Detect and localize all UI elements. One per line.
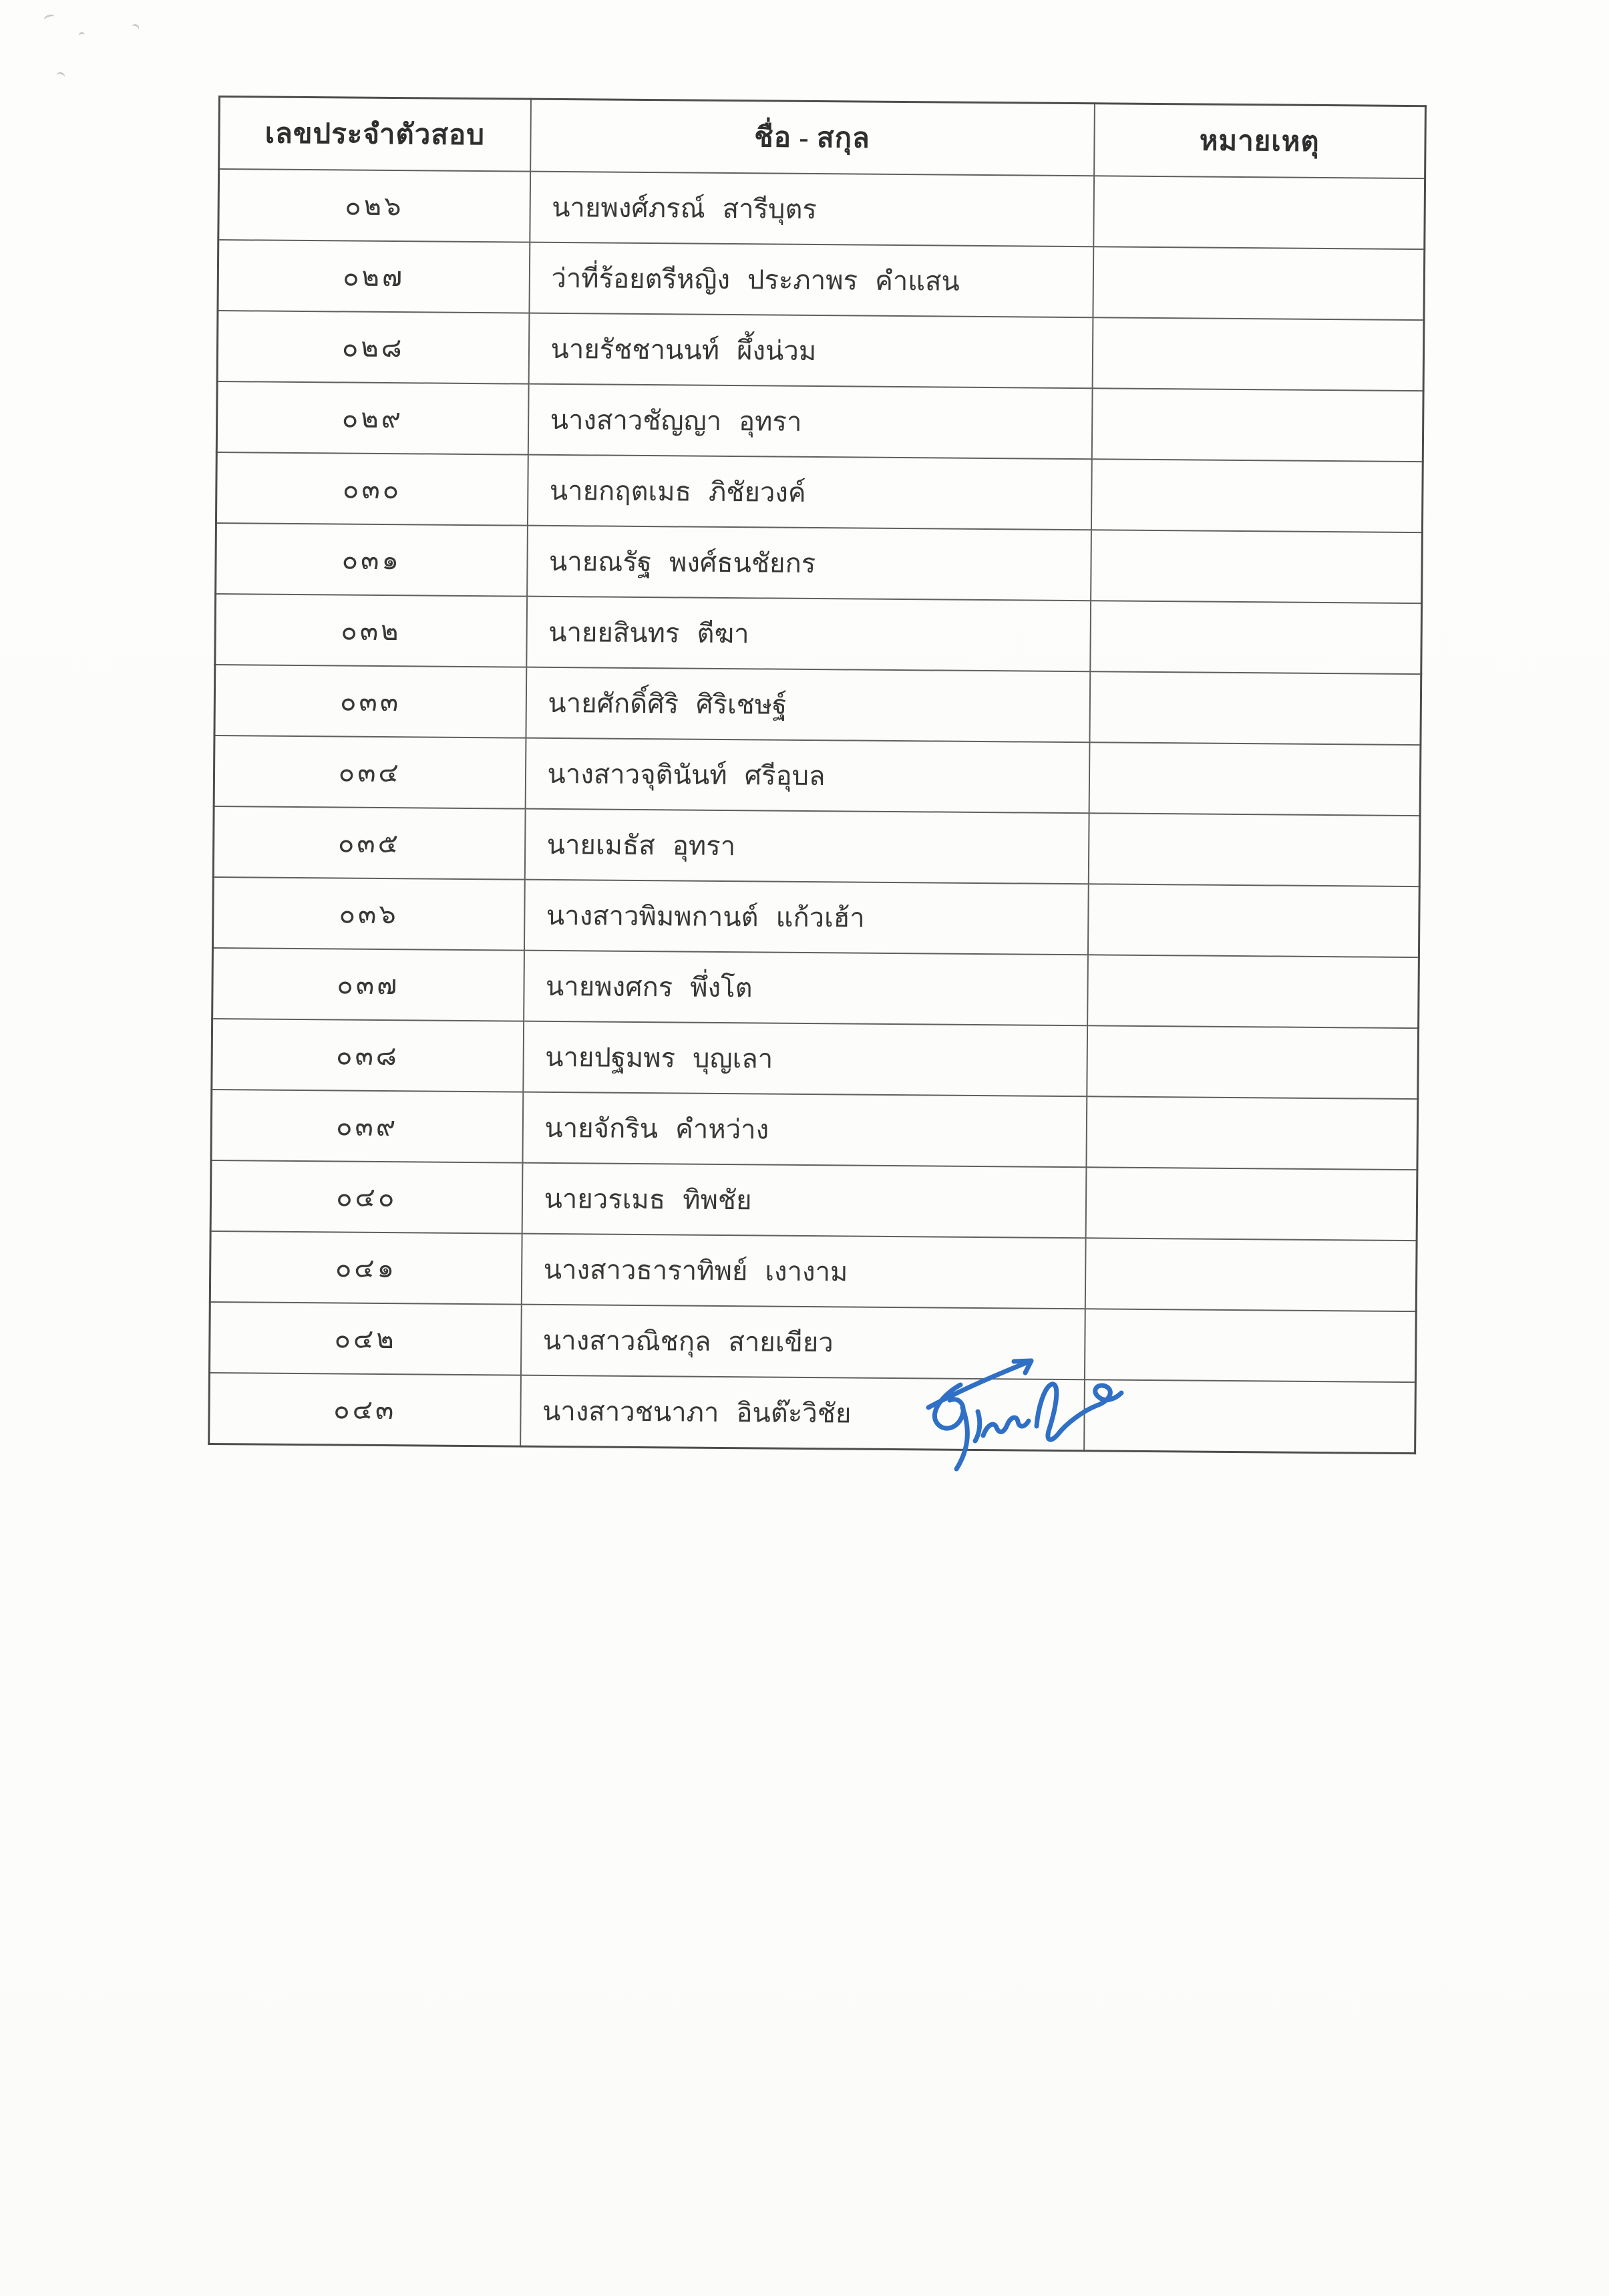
exam-id-cell: ๐๓๗: [212, 948, 524, 1021]
name-cell: นายพงศ์ภรณ์ สารีบุตร: [530, 172, 1094, 247]
exam-id-cell: ๐๔๓: [209, 1373, 521, 1446]
name-cell: นางสาวจุตินันท์ ศรีอุบล: [525, 738, 1089, 814]
pencil-speck: [130, 23, 140, 34]
table-row: [214, 735, 1421, 816]
note-cell: [1087, 1025, 1419, 1099]
note-cell: [1089, 742, 1421, 816]
pencil-speck: [78, 31, 85, 38]
table-row: [209, 1373, 1416, 1454]
name-cell: นายจักริน คำหว่าง: [522, 1092, 1087, 1168]
name-cell: นายรัชชานนท์ ผึ้งน่วม: [528, 313, 1093, 389]
exam-id-cell: ๐๒๖: [218, 169, 530, 242]
table-row: [215, 594, 1422, 674]
table-row: [210, 1160, 1417, 1241]
exam-id-cell: ๐๓๓: [214, 665, 526, 738]
note-cell: [1084, 1379, 1416, 1453]
note-cell: [1091, 530, 1423, 603]
note-cell: [1091, 388, 1423, 462]
table-row: [211, 1090, 1418, 1170]
pencil-speck: [43, 13, 56, 23]
exam-id-cell: ๐๒๗: [218, 240, 530, 313]
table-row: [212, 1019, 1419, 1099]
header-exam-id: เลขประจำตัวสอบ: [219, 97, 531, 172]
name-cell: นายยสินทร ตีฆา: [526, 597, 1091, 672]
note-cell: [1090, 601, 1422, 674]
note-cell: [1087, 884, 1419, 957]
note-cell: [1085, 1167, 1417, 1241]
name-cell: นายเมธัส อุทรา: [524, 809, 1089, 884]
table-row: [213, 806, 1420, 886]
name-cell: นายพงศกร พึ่งโต: [524, 951, 1088, 1026]
note-cell: [1084, 1309, 1416, 1382]
note-cell: [1093, 176, 1425, 249]
table-row: [214, 665, 1421, 745]
exam-id-cell: ๐๒๙: [216, 381, 528, 455]
name-cell: นางสาวพิมพกานต์ แก้วเฮ้า: [524, 880, 1088, 955]
note-cell: [1086, 1096, 1418, 1170]
header-name: ชื่อ - สกุล: [530, 99, 1095, 176]
table-row: [212, 877, 1419, 957]
note-cell: [1092, 317, 1424, 391]
note-cell: [1091, 459, 1423, 532]
name-cell: ว่าที่ร้อยตรีหญิง ประภาพร คำแสน: [529, 242, 1093, 318]
exam-id-cell: ๐๓๑: [216, 523, 528, 597]
pencil-speck: [55, 71, 65, 81]
name-cell: นายปฐมพร บุญเลา: [523, 1021, 1087, 1097]
name-cell: นางสาวชนาภา อินต๊ะวิชัย: [520, 1375, 1085, 1451]
table-row: [216, 523, 1423, 603]
exam-id-cell: ๐๓๒: [215, 594, 527, 667]
table-row: [212, 948, 1419, 1028]
name-cell: นางสาวณิชกุล สายเขียว: [520, 1305, 1085, 1380]
exam-id-cell: ๐๓๕: [213, 806, 525, 880]
exam-id-cell: ๐๓๖: [212, 877, 524, 951]
exam-id-cell: ๐๓๔: [214, 735, 526, 809]
exam-id-cell: ๐๓๘: [212, 1019, 524, 1092]
note-cell: [1088, 813, 1420, 886]
table-row: [217, 311, 1424, 391]
exam-id-cell: ๐๓๐: [216, 452, 528, 526]
exam-id-cell: ๐๔๐: [210, 1160, 522, 1234]
table-row: [216, 381, 1423, 462]
note-cell: [1085, 1238, 1417, 1311]
note-cell: [1093, 247, 1425, 320]
table-row: [218, 169, 1425, 249]
candidate-roster-table: [208, 96, 1427, 1454]
table-row: [218, 240, 1425, 320]
note-cell: [1089, 671, 1421, 745]
name-cell: นายวรเมธ ทิพชัย: [522, 1163, 1086, 1239]
header-row: [219, 97, 1426, 179]
candidate-roster-table-wrap: [208, 96, 1425, 1454]
name-cell: นางสาวธาราทิพย์ เงางาม: [521, 1234, 1085, 1309]
exam-id-cell: ๐๔๒: [209, 1302, 521, 1375]
exam-id-cell: ๐๓๙: [211, 1090, 523, 1163]
table-row: [216, 452, 1423, 532]
table-row: [210, 1231, 1417, 1311]
name-cell: นายกฤตเมธ ภิชัยวงค์: [527, 455, 1091, 530]
header-note: หมายเหตุ: [1094, 104, 1426, 178]
exam-id-cell: ๐๒๘: [217, 311, 529, 384]
name-cell: นายศักดิ์ศิริ ศิริเชษฐ์: [526, 667, 1090, 743]
name-cell: นายณรัฐ พงศ์ธนชัยกร: [527, 526, 1091, 601]
table-row: [209, 1302, 1416, 1382]
exam-id-cell: ๐๔๑: [210, 1231, 522, 1305]
name-cell: นางสาวชัญญา อุทรา: [528, 384, 1092, 460]
note-cell: [1087, 955, 1419, 1028]
